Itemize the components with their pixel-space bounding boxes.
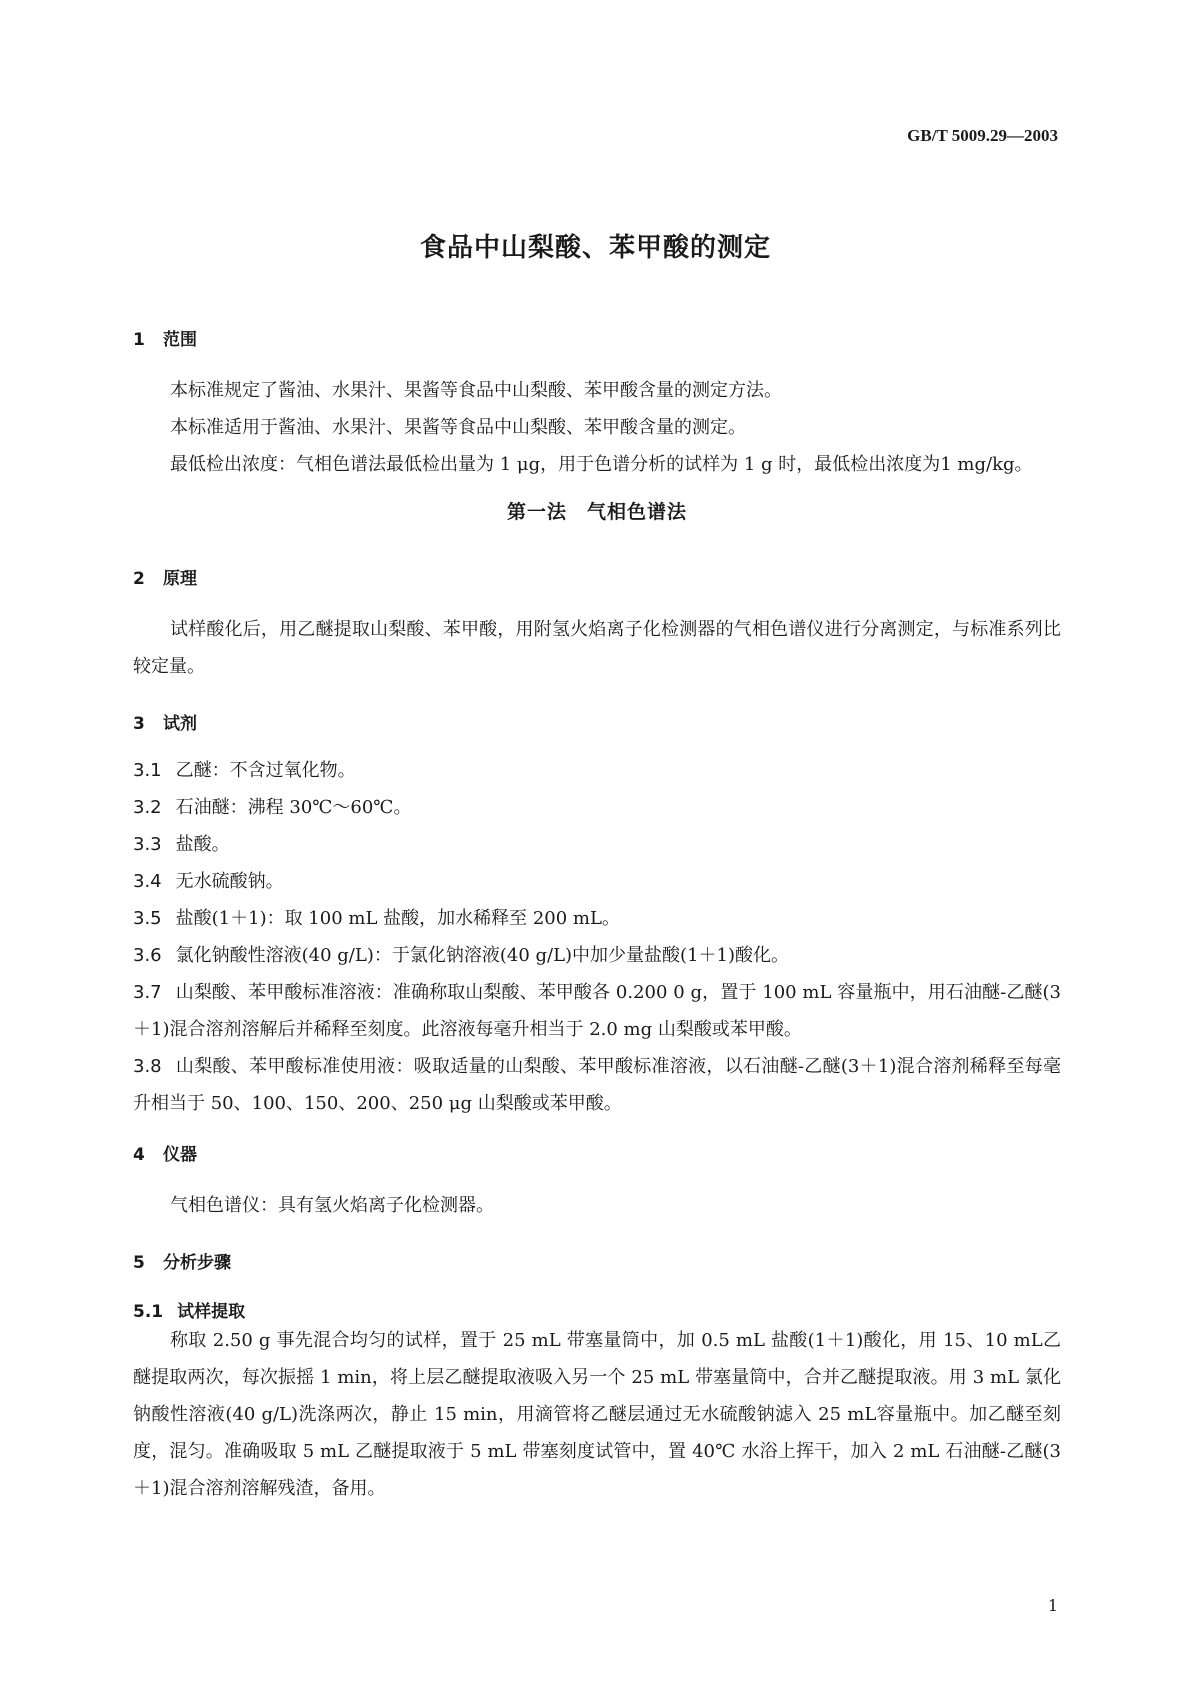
section-heading-principle [133, 564, 1061, 589]
subsection-title: 试样提取 [177, 1302, 246, 1322]
section-number: 2 [133, 569, 145, 589]
document-title: 食品中山梨酸、苯甲酸的测定 [419, 233, 771, 263]
scope-paragraph: 本标准适用于酱油、水果汁、果酱等食品中山梨酸、苯甲酸含量的测定。 [170, 417, 746, 438]
method-title: 第一法 气相色谱法 [506, 501, 687, 523]
scope-paragraph: 最低检出浓度：气相色谱法最低检出量为 1 μg，用于色谱分析的试样为 1 g 时，最低检出浓度为1 mg/kg。 [170, 454, 1033, 475]
subsection-heading-extraction [133, 1297, 1061, 1322]
item-number: 3.4 [133, 871, 162, 892]
item-number: 3.1 [133, 760, 162, 781]
section-number: 4 [133, 1145, 145, 1165]
item-text: 氯化钠酸性溶液(40 g/L)：于氯化钠溶液(40 g/L)中加少量盐酸(1＋1)酸化。 [175, 945, 790, 966]
reagent-item [133, 1048, 1061, 1122]
reagent-item [133, 937, 1061, 974]
item-text: 无水硫酸钠。 [175, 871, 284, 892]
scope-paragraph: 本标准规定了酱油、水果汁、果酱等食品中山梨酸、苯甲酸含量的测定方法。 [170, 380, 782, 401]
standard-code: GB/T 5009.29—2003 [907, 126, 1058, 145]
item-text: 山梨酸、苯甲酸标准使用液：吸取适量的山梨酸、苯甲酸标准溶液，以石油醚-乙醚(3＋1)混合溶剂稀释至每毫升相当于 50、100、150、200、250 μg 山梨酸或苯甲酸。 [133, 1056, 1061, 1114]
section-heading-reagents [133, 709, 1061, 734]
reagent-item [133, 900, 1061, 937]
reagent-item [133, 863, 1061, 900]
section-title: 试剂 [163, 714, 197, 734]
item-number: 3.5 [133, 908, 162, 929]
section-number: 5 [133, 1253, 145, 1273]
item-number: 3.7 [133, 982, 162, 1003]
reagent-item [133, 752, 1061, 789]
item-number: 3.6 [133, 945, 162, 966]
section-title: 原理 [163, 569, 197, 589]
item-text: 山梨酸、苯甲酸标准溶液：准确称取山梨酸、苯甲酸各 0.200 0 g，置于 100 mL 容量瓶中，用石油醚-乙醚(3＋1)混合溶剂溶解后并稀释至刻度。此溶液每毫升相当于 2.0 mg 山梨酸或苯甲酸。 [133, 982, 1061, 1040]
item-number: 3.8 [133, 1056, 162, 1077]
section-title: 分析步骤 [163, 1253, 231, 1273]
item-text: 盐酸。 [175, 834, 230, 855]
item-number: 3.2 [133, 797, 162, 818]
apparatus-paragraph: 气相色谱仪：具有氢火焰离子化检测器。 [170, 1195, 494, 1216]
principle-paragraph: 试样酸化后，用乙醚提取山梨酸、苯甲酸，用附氢火焰离子化检测器的气相色谱仪进行分离测定，与标准系列比较定量。 [133, 619, 1061, 677]
reagent-item [133, 826, 1061, 863]
section-number: 1 [133, 330, 145, 350]
section-title: 范围 [163, 330, 197, 350]
item-number: 3.3 [133, 834, 162, 855]
item-text: 石油醚：沸程 30℃～60℃。 [175, 797, 412, 818]
reagent-item [133, 974, 1061, 1048]
reagent-item [133, 789, 1061, 826]
section-heading-scope [133, 325, 1061, 350]
section-heading-apparatus [133, 1140, 1061, 1165]
section-heading-procedure [133, 1248, 1061, 1273]
item-text: 盐酸(1＋1)：取 100 mL 盐酸，加水稀释至 200 mL。 [175, 908, 620, 929]
section-title: 仪器 [163, 1145, 197, 1165]
document-body [133, 325, 1061, 1507]
extraction-paragraph: 称取 2.50 g 事先混合均匀的试样，置于 25 mL 带塞量筒中，加 0.5 mL 盐酸(1＋1)酸化，用 15、10 mL乙醚提取两次，每次振摇 1 min，将上层乙醚提取液吸入另一个 25 mL 带塞量筒中，合并乙醚提取液。用 3 mL 氯化钠酸性溶液(40 g/L)洗涤两次，静止 15 min，用滴管将乙醚层通过无水硫酸钠滤入 25 mL容量瓶中。加乙醚至刻度，混匀。准确吸取 5 mL 乙醚提取液于 5 mL 带塞刻度试管中，置 40℃ 水浴上挥干，加入 2 mL 石油醚-乙醚(3＋1)混合溶剂溶解残渣，备用。 [133, 1330, 1061, 1499]
page-number: 1 [1047, 1596, 1058, 1615]
subsection-number: 5.1 [133, 1302, 164, 1322]
section-number: 3 [133, 714, 145, 734]
item-text: 乙醚：不含过氧化物。 [175, 760, 356, 781]
